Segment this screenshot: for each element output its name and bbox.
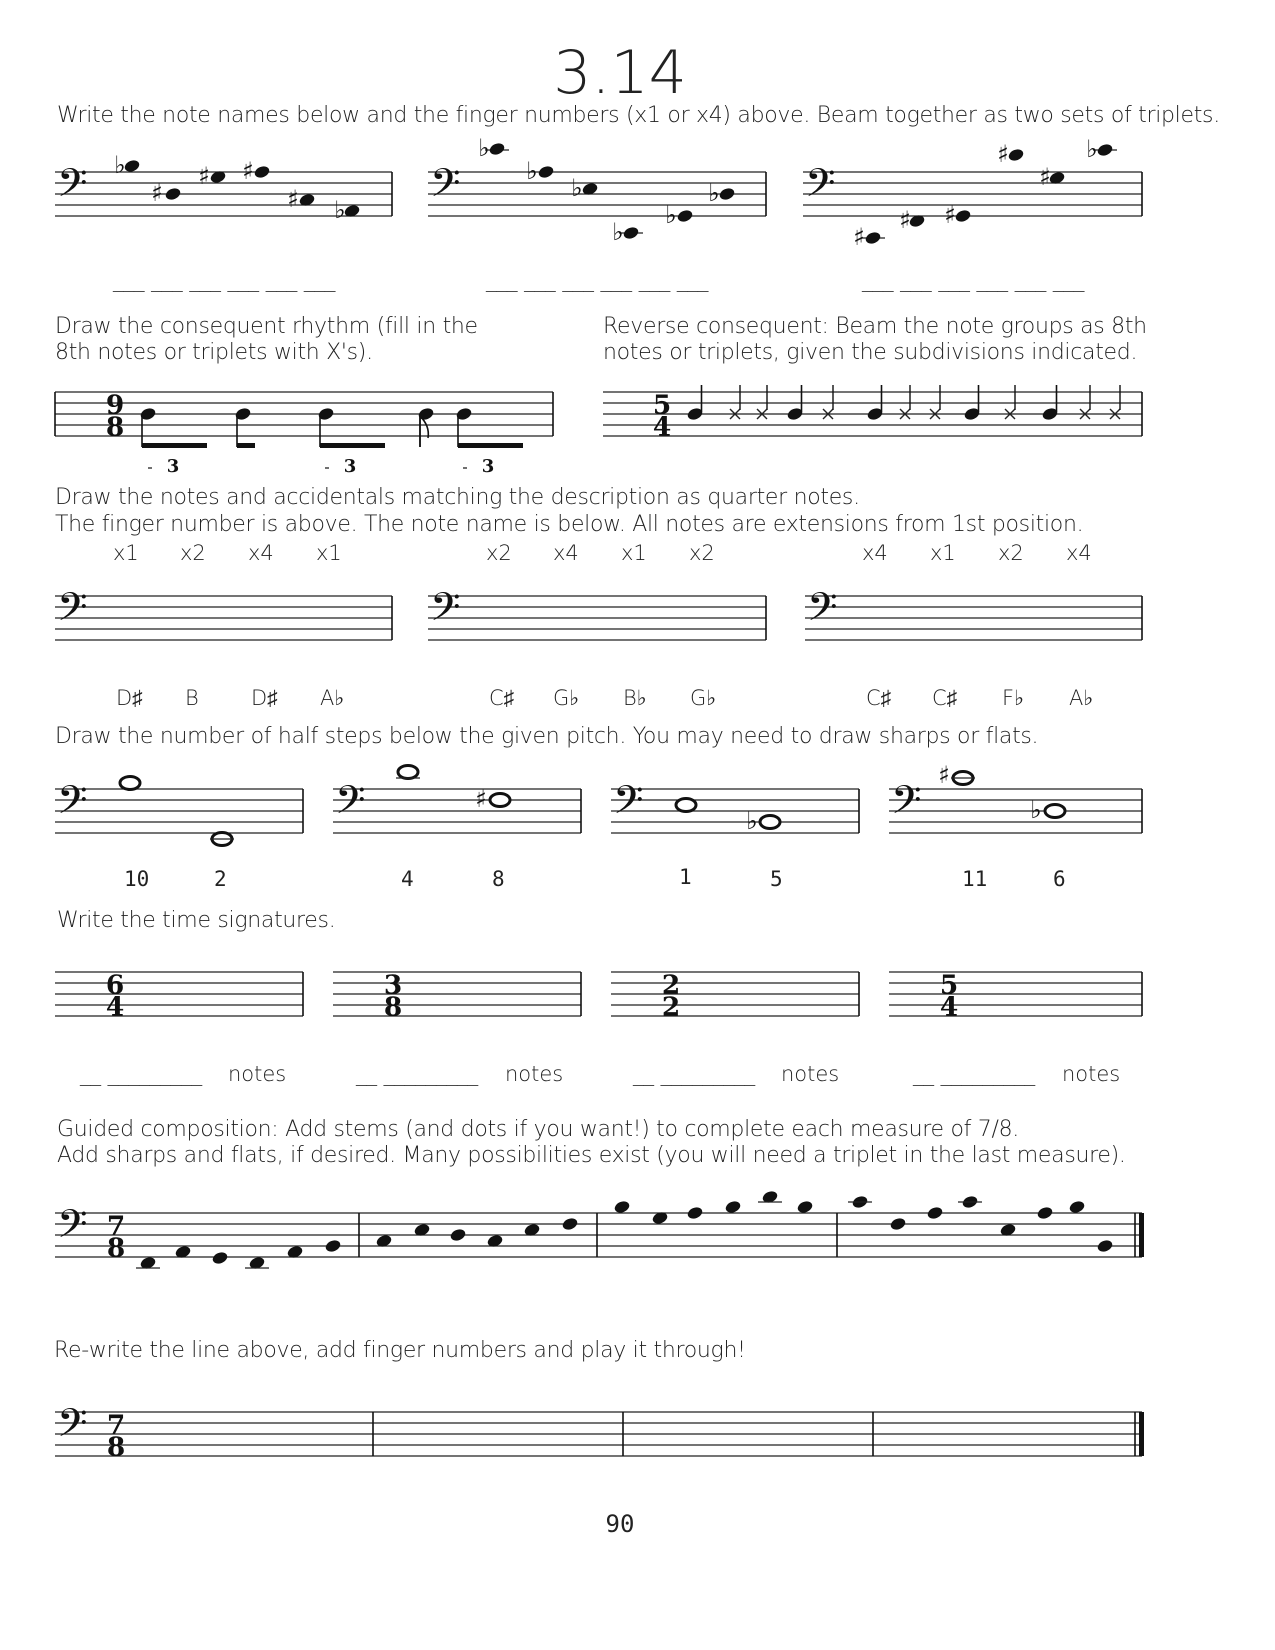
bass-clef-icon: 𝄢 <box>430 584 461 640</box>
exercise-6-instruction: Guided composition: Add stems (and dots if you want!) to complete each measure of 7/8. <box>57 1117 1019 1142</box>
note-name: A♭ <box>320 686 345 710</box>
finger-number: x4 <box>862 541 888 565</box>
bass-clef-icon: 𝄢 <box>613 777 644 833</box>
notehead <box>718 186 736 201</box>
notes-label: notes <box>228 1062 287 1086</box>
note-name: F♭ <box>1002 686 1024 710</box>
sharp-icon: ♯ <box>899 206 911 234</box>
sharp-icon: ♯ <box>853 223 865 251</box>
notehead <box>622 225 640 240</box>
time-signature-numerator: 7 <box>106 1210 126 1242</box>
notehead <box>864 230 882 245</box>
exercise-2a-instruction: 8th notes or triplets with X's). <box>55 340 373 365</box>
sharp-icon: ♯ <box>151 179 163 207</box>
half-step-number: 6 <box>1053 867 1066 891</box>
answer-blank: ___ ___ ___ ___ ___ ___ <box>486 268 709 292</box>
given-pitch <box>398 766 418 779</box>
notehead <box>449 1227 467 1242</box>
note-name: B♭ <box>623 686 647 710</box>
flat-icon: ♭ <box>571 174 583 202</box>
exercise-4-instruction: Draw the number of half steps below the given pitch. You may need to draw sharps or flats. <box>55 724 1039 749</box>
sharp-icon: ♯ <box>475 785 487 813</box>
notehead <box>926 1205 944 1220</box>
finger-number: x4 <box>1066 541 1092 565</box>
half-step-number: 2 <box>214 867 227 891</box>
flat-icon: ♭ <box>746 807 758 835</box>
time-signature-denominator: 8 <box>383 991 403 1023</box>
time-signature-numerator: 5 <box>652 389 672 421</box>
sharp-icon: ♯ <box>198 162 210 190</box>
bass-clef-icon: 𝄢 <box>57 1201 88 1257</box>
notehead <box>1007 147 1025 162</box>
answer-blank: __ _________ <box>633 1062 756 1086</box>
answer-blank: __ _________ <box>913 1062 1036 1086</box>
beam <box>320 443 385 448</box>
finger-number: x1 <box>113 541 139 565</box>
notes-label: notes <box>505 1062 564 1086</box>
beam <box>458 443 523 448</box>
exercise-2a-instruction: Draw the consequent rhythm (fill in the <box>55 314 478 339</box>
time-signature-numerator: 7 <box>106 1409 126 1441</box>
note-name: G♭ <box>690 686 717 710</box>
time-signature-numerator: 6 <box>105 969 125 1001</box>
sharp-icon: ♯ <box>287 185 299 213</box>
flat-icon: ♭ <box>1030 796 1042 824</box>
half-step-number: 5 <box>770 867 783 891</box>
half-step-number: 10 <box>124 867 150 891</box>
notehead <box>164 186 182 201</box>
flat-icon: ♭ <box>114 151 126 179</box>
flat-icon: ♭ <box>526 157 538 185</box>
notes-label: notes <box>1062 1062 1121 1086</box>
answer-pitch <box>490 794 510 807</box>
bass-clef-icon: 𝄢 <box>335 777 366 833</box>
flat-icon: ♭ <box>1086 135 1098 163</box>
notehead <box>488 141 506 156</box>
beam <box>237 443 255 448</box>
flat-icon: ♭ <box>334 196 346 224</box>
exercise-1-instruction: Write the note names below and the finger numbers (x1 or x4) above. Beam together as two sets of triplets. <box>57 103 1220 128</box>
notehead <box>561 1216 579 1231</box>
note-name: D♯ <box>251 686 278 710</box>
note-name: C♯ <box>866 686 892 710</box>
finger-number: x2 <box>998 541 1024 565</box>
sharp-icon: ♯ <box>242 157 254 185</box>
notehead <box>686 1205 704 1220</box>
triplet-number: 3 <box>343 456 357 477</box>
exercise-3-instruction: Draw the notes and accidentals matching the description as quarter notes. <box>55 485 860 510</box>
notehead <box>211 1250 229 1265</box>
half-step-number: 1 <box>679 865 692 889</box>
sharp-icon: ♯ <box>944 201 956 229</box>
notehead <box>1036 1205 1054 1220</box>
finger-number: x4 <box>553 541 579 565</box>
answer-pitch <box>1045 805 1065 818</box>
finger-number: x1 <box>316 541 342 565</box>
exercise-5-instruction: Write the time signatures. <box>57 908 336 933</box>
finger-number: x2 <box>689 541 715 565</box>
time-signature-numerator: 9 <box>105 389 125 421</box>
notehead <box>676 208 694 223</box>
time-signature-denominator: 4 <box>939 991 959 1023</box>
sharp-icon: ♯ <box>997 140 1009 168</box>
time-signature-denominator: 8 <box>106 1232 126 1264</box>
bass-clef-icon: 𝄢 <box>57 584 88 640</box>
flat-icon: ♭ <box>708 179 720 207</box>
exercise-6-instruction: Add sharps and flats, if desired. Many possibilities exist (you will need a triplet in the last measure). <box>57 1143 1126 1168</box>
notehead <box>1068 1199 1086 1214</box>
exercise-2b-instruction: notes or triplets, given the subdivisions indicated. <box>603 340 1138 365</box>
note-name: C♯ <box>489 686 515 710</box>
notehead <box>123 158 141 173</box>
notehead <box>253 164 271 179</box>
bass-clef-icon: 𝄢 <box>57 777 88 833</box>
finger-number: x1 <box>621 541 647 565</box>
answer-pitch <box>760 816 780 829</box>
answer-blank: __ _________ <box>356 1062 479 1086</box>
time-signature-denominator: 8 <box>106 1431 126 1463</box>
notehead <box>537 164 555 179</box>
exercise-7-instruction: Re-write the line above, add finger numbers and play it through! <box>54 1338 746 1363</box>
note-name: D♯ <box>116 686 143 710</box>
bass-clef-icon: 𝄢 <box>891 777 922 833</box>
triplet-number: 3 <box>481 456 495 477</box>
time-signature-numerator: 2 <box>661 969 681 1001</box>
time-signature-denominator: 4 <box>652 411 672 443</box>
flat-icon: ♭ <box>665 201 677 229</box>
note-name: A♭ <box>1069 686 1094 710</box>
half-step-number: 11 <box>962 867 988 891</box>
final-barline <box>1139 1213 1144 1257</box>
note-name: B <box>185 686 199 710</box>
beam <box>142 443 207 448</box>
page-number: 90 <box>605 1510 635 1538</box>
bass-clef-icon: 𝄢 <box>430 160 461 216</box>
half-step-number: 4 <box>401 867 414 891</box>
triplet-number: 3 <box>166 456 180 477</box>
notehead <box>324 1238 342 1253</box>
notes-label: notes <box>781 1062 840 1086</box>
bass-clef-icon: 𝄢 <box>807 584 838 640</box>
note-name: C♯ <box>932 686 958 710</box>
time-signature-denominator: 4 <box>105 991 125 1023</box>
given-pitch <box>676 799 696 812</box>
page-title: 3.14 <box>553 38 687 108</box>
answer-blank: ___ ___ ___ ___ ___ ___ <box>862 268 1085 292</box>
answer-blank: ___ ___ ___ ___ ___ ___ <box>113 268 336 292</box>
notehead <box>1096 142 1114 157</box>
sharp-icon: ♯ <box>1039 163 1051 191</box>
bass-clef-icon: 𝄢 <box>57 1400 88 1456</box>
notehead <box>796 1199 814 1214</box>
notehead <box>724 1199 742 1214</box>
time-signature-numerator: 3 <box>383 969 403 1001</box>
exercise-3-instruction: The finger number is above. The note name is below. All notes are extensions from 1st position. <box>55 512 1084 537</box>
notehead <box>1096 1238 1114 1253</box>
notehead <box>613 1199 631 1214</box>
exercise-2b-instruction: Reverse consequent: Beam the note groups as 8th <box>603 314 1147 339</box>
flat-icon: ♭ <box>478 134 490 162</box>
finger-number: x4 <box>248 541 274 565</box>
answer-blank: __ _________ <box>80 1062 203 1086</box>
time-signature-denominator: 2 <box>661 991 681 1023</box>
eighth-flag <box>420 416 428 447</box>
flat-icon: ♭ <box>612 218 624 246</box>
half-step-number: 8 <box>492 867 505 891</box>
finger-number: x1 <box>930 541 956 565</box>
finger-number: x2 <box>180 541 206 565</box>
given-pitch <box>120 777 140 790</box>
bass-clef-icon: 𝄢 <box>57 160 88 216</box>
notehead <box>889 1216 907 1231</box>
sharp-icon: ♯ <box>938 761 950 789</box>
time-signature-denominator: 8 <box>105 411 125 443</box>
bass-clef-icon: 𝄢 <box>805 160 836 216</box>
finger-number: x2 <box>486 541 512 565</box>
time-signature-numerator: 5 <box>939 969 959 1001</box>
notehead <box>954 208 972 223</box>
final-barline <box>1139 1412 1144 1456</box>
note-name: G♭ <box>553 686 580 710</box>
